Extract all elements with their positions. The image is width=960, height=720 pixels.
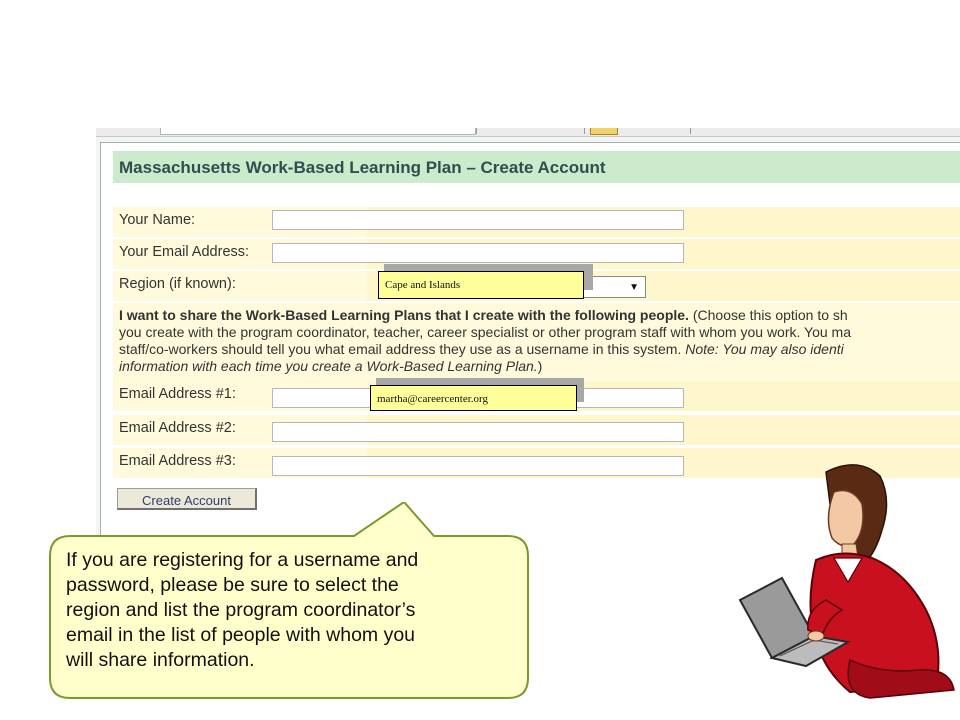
toolbar-separator	[476, 128, 477, 134]
bubble-line: region and list the program coordinator’s	[66, 599, 416, 621]
share-line2: you create with the program coordinator, teacher, career specialist or other program staff with whom you work. You ma	[119, 324, 851, 340]
your-email-input[interactable]	[272, 243, 684, 263]
label-your-email: Your Email Address:	[119, 244, 250, 260]
bubble-line: email in the list of people with whom you	[66, 624, 416, 646]
label-region: Region (if known):	[119, 276, 236, 292]
woman-at-laptop-clipart	[730, 460, 960, 700]
label-your-name: Your Name:	[119, 212, 196, 228]
create-account-button[interactable]: Create Account	[117, 488, 257, 510]
share-note: Note: You may also identi	[685, 341, 844, 357]
toolbar-address-field[interactable]	[160, 128, 476, 135]
email-1-value-callout: martha@careercenter.org	[370, 385, 577, 411]
share-line3: staff/co-workers should tell you what email address they use as a username in this system.	[119, 341, 686, 357]
share-line4-tail: )	[537, 358, 543, 374]
browser-toolbar	[96, 128, 960, 137]
speech-bubble-text	[66, 548, 516, 673]
label-email-3: Email Address #3:	[119, 453, 236, 469]
toolbar-folder-icon[interactable]	[590, 128, 618, 135]
form-title-bar	[113, 151, 960, 183]
bubble-line: If you are registering for a username and	[66, 549, 419, 571]
label-email-2: Email Address #2:	[119, 420, 236, 436]
region-value-callout: Cape and Islands	[378, 271, 584, 299]
email-2-input[interactable]	[272, 422, 684, 442]
dropdown-caret-icon[interactable]: ▼	[629, 282, 639, 293]
page-title: Massachusetts Work-Based Learning Plan – Create Account	[119, 158, 606, 177]
label-email-1: Email Address #1:	[119, 386, 236, 402]
toolbar-separator	[690, 128, 691, 134]
share-info-block	[113, 303, 960, 385]
your-name-input[interactable]	[272, 210, 684, 230]
email-3-input[interactable]	[272, 456, 684, 476]
share-line1-tail: (Choose this option to sh	[688, 307, 848, 323]
bubble-line: will share information.	[66, 649, 255, 671]
toolbar-separator	[584, 128, 585, 134]
share-note-cont: information with each time you create a Work-Based Learning Plan.	[119, 358, 538, 374]
bubble-line: password, please be sure to select the	[66, 574, 399, 596]
share-heading: I want to share the Work-Based Learning Plans that I create with the following people.	[119, 307, 689, 323]
